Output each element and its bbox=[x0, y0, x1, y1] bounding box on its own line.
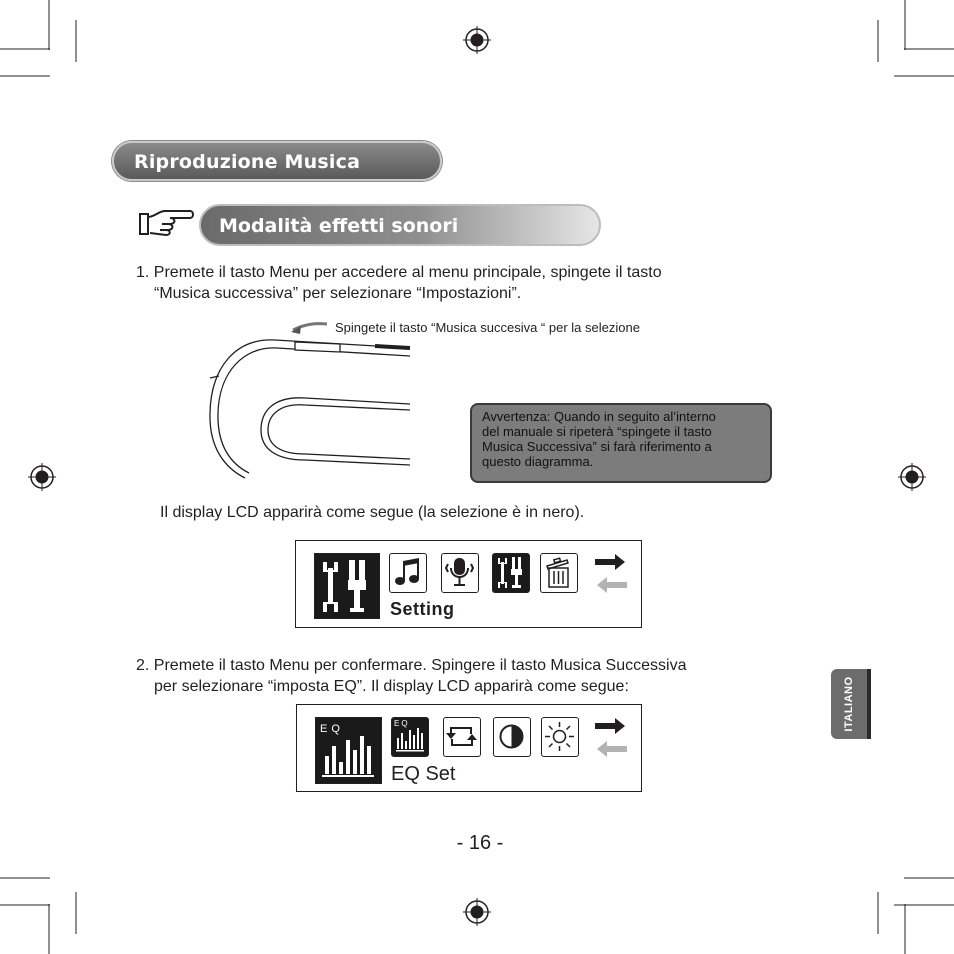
lcd2-repeat-icon-box bbox=[443, 717, 481, 757]
lcd2-eq-small-text: EQ bbox=[320, 723, 344, 735]
repeat-icon bbox=[444, 718, 479, 755]
warning-box bbox=[470, 403, 772, 483]
step-2 bbox=[136, 655, 686, 697]
lcd-intro: Il display LCD apparirà come segue (la selezione è in nero). bbox=[160, 504, 585, 521]
registration-mark-bottom bbox=[463, 898, 491, 926]
subsection-title: Modalità effetti sonori bbox=[219, 215, 459, 237]
lcd1-label: Setting bbox=[390, 599, 455, 619]
microphone-icon bbox=[442, 554, 477, 591]
registration-mark-right bbox=[898, 463, 926, 491]
warning-line-3: Musica Successiva” si farà riferimento a bbox=[482, 439, 712, 454]
section-title-banner bbox=[112, 141, 442, 181]
lcd2-contrast-icon-box bbox=[493, 717, 531, 757]
language-side-tab-label: ITALIANO bbox=[843, 676, 855, 732]
device-caption: Spingete il tasto “Musica succesiva “ per la selezione bbox=[335, 320, 640, 335]
step-1 bbox=[136, 262, 662, 304]
language-side-tab bbox=[831, 669, 871, 739]
step-1-line-1: 1. Premete il tasto Menu per accedere al menu principale, spingete il tasto bbox=[136, 264, 662, 281]
lcd2-label: EQ Set bbox=[391, 763, 456, 785]
lcd2-eq-icon-box-selected bbox=[391, 717, 429, 757]
recycle-bin-icon bbox=[541, 554, 576, 591]
device-illustration bbox=[205, 318, 415, 488]
registration-mark-left bbox=[28, 463, 56, 491]
lcd2-eq-mini-text: EQ bbox=[394, 719, 410, 728]
subsection-title-banner bbox=[199, 204, 601, 246]
warning-line-4: questo diagramma. bbox=[482, 454, 594, 469]
warning-line-2: del manuale si ripeterà “spingete il tasto bbox=[482, 424, 712, 439]
registration-mark-top bbox=[463, 26, 491, 54]
pointing-hand-icon bbox=[138, 208, 196, 238]
step-2-line-1: 2. Premete il tasto Menu per confermare. Spingere il tasto Musica Successiva bbox=[136, 657, 687, 674]
navigation-arrows-icon bbox=[593, 553, 629, 597]
lcd1-large-icon bbox=[314, 553, 380, 619]
lcd1-delete-icon-box bbox=[540, 553, 578, 593]
lcd-display-eq bbox=[296, 704, 642, 792]
lcd2-large-icon bbox=[315, 717, 382, 784]
lcd-display-settings bbox=[295, 540, 642, 628]
settings-tools-icon bbox=[315, 554, 378, 617]
step-2-line-2: per selezionare “imposta EQ”. Il display LCD apparirà come segue: bbox=[154, 678, 629, 695]
contrast-icon bbox=[494, 718, 529, 755]
step-1-line-2: “Musica successiva” per selezionare “Impostazioni”. bbox=[154, 285, 522, 302]
music-note-icon bbox=[390, 554, 425, 591]
brightness-icon bbox=[542, 718, 577, 755]
navigation-arrows-icon bbox=[593, 717, 629, 761]
lcd1-music-icon-box bbox=[389, 553, 427, 593]
lcd1-mic-icon-box bbox=[441, 553, 479, 593]
settings-tools-icon bbox=[493, 554, 528, 591]
lcd1-settings-icon-box-selected bbox=[492, 553, 530, 593]
lcd2-brightness-icon-box bbox=[541, 717, 579, 757]
warning-line-1: Avvertenza: Quando in seguito al’interno bbox=[482, 409, 716, 424]
section-title: Riproduzione Musica bbox=[134, 151, 361, 173]
page-number: - 16 - bbox=[456, 832, 504, 854]
